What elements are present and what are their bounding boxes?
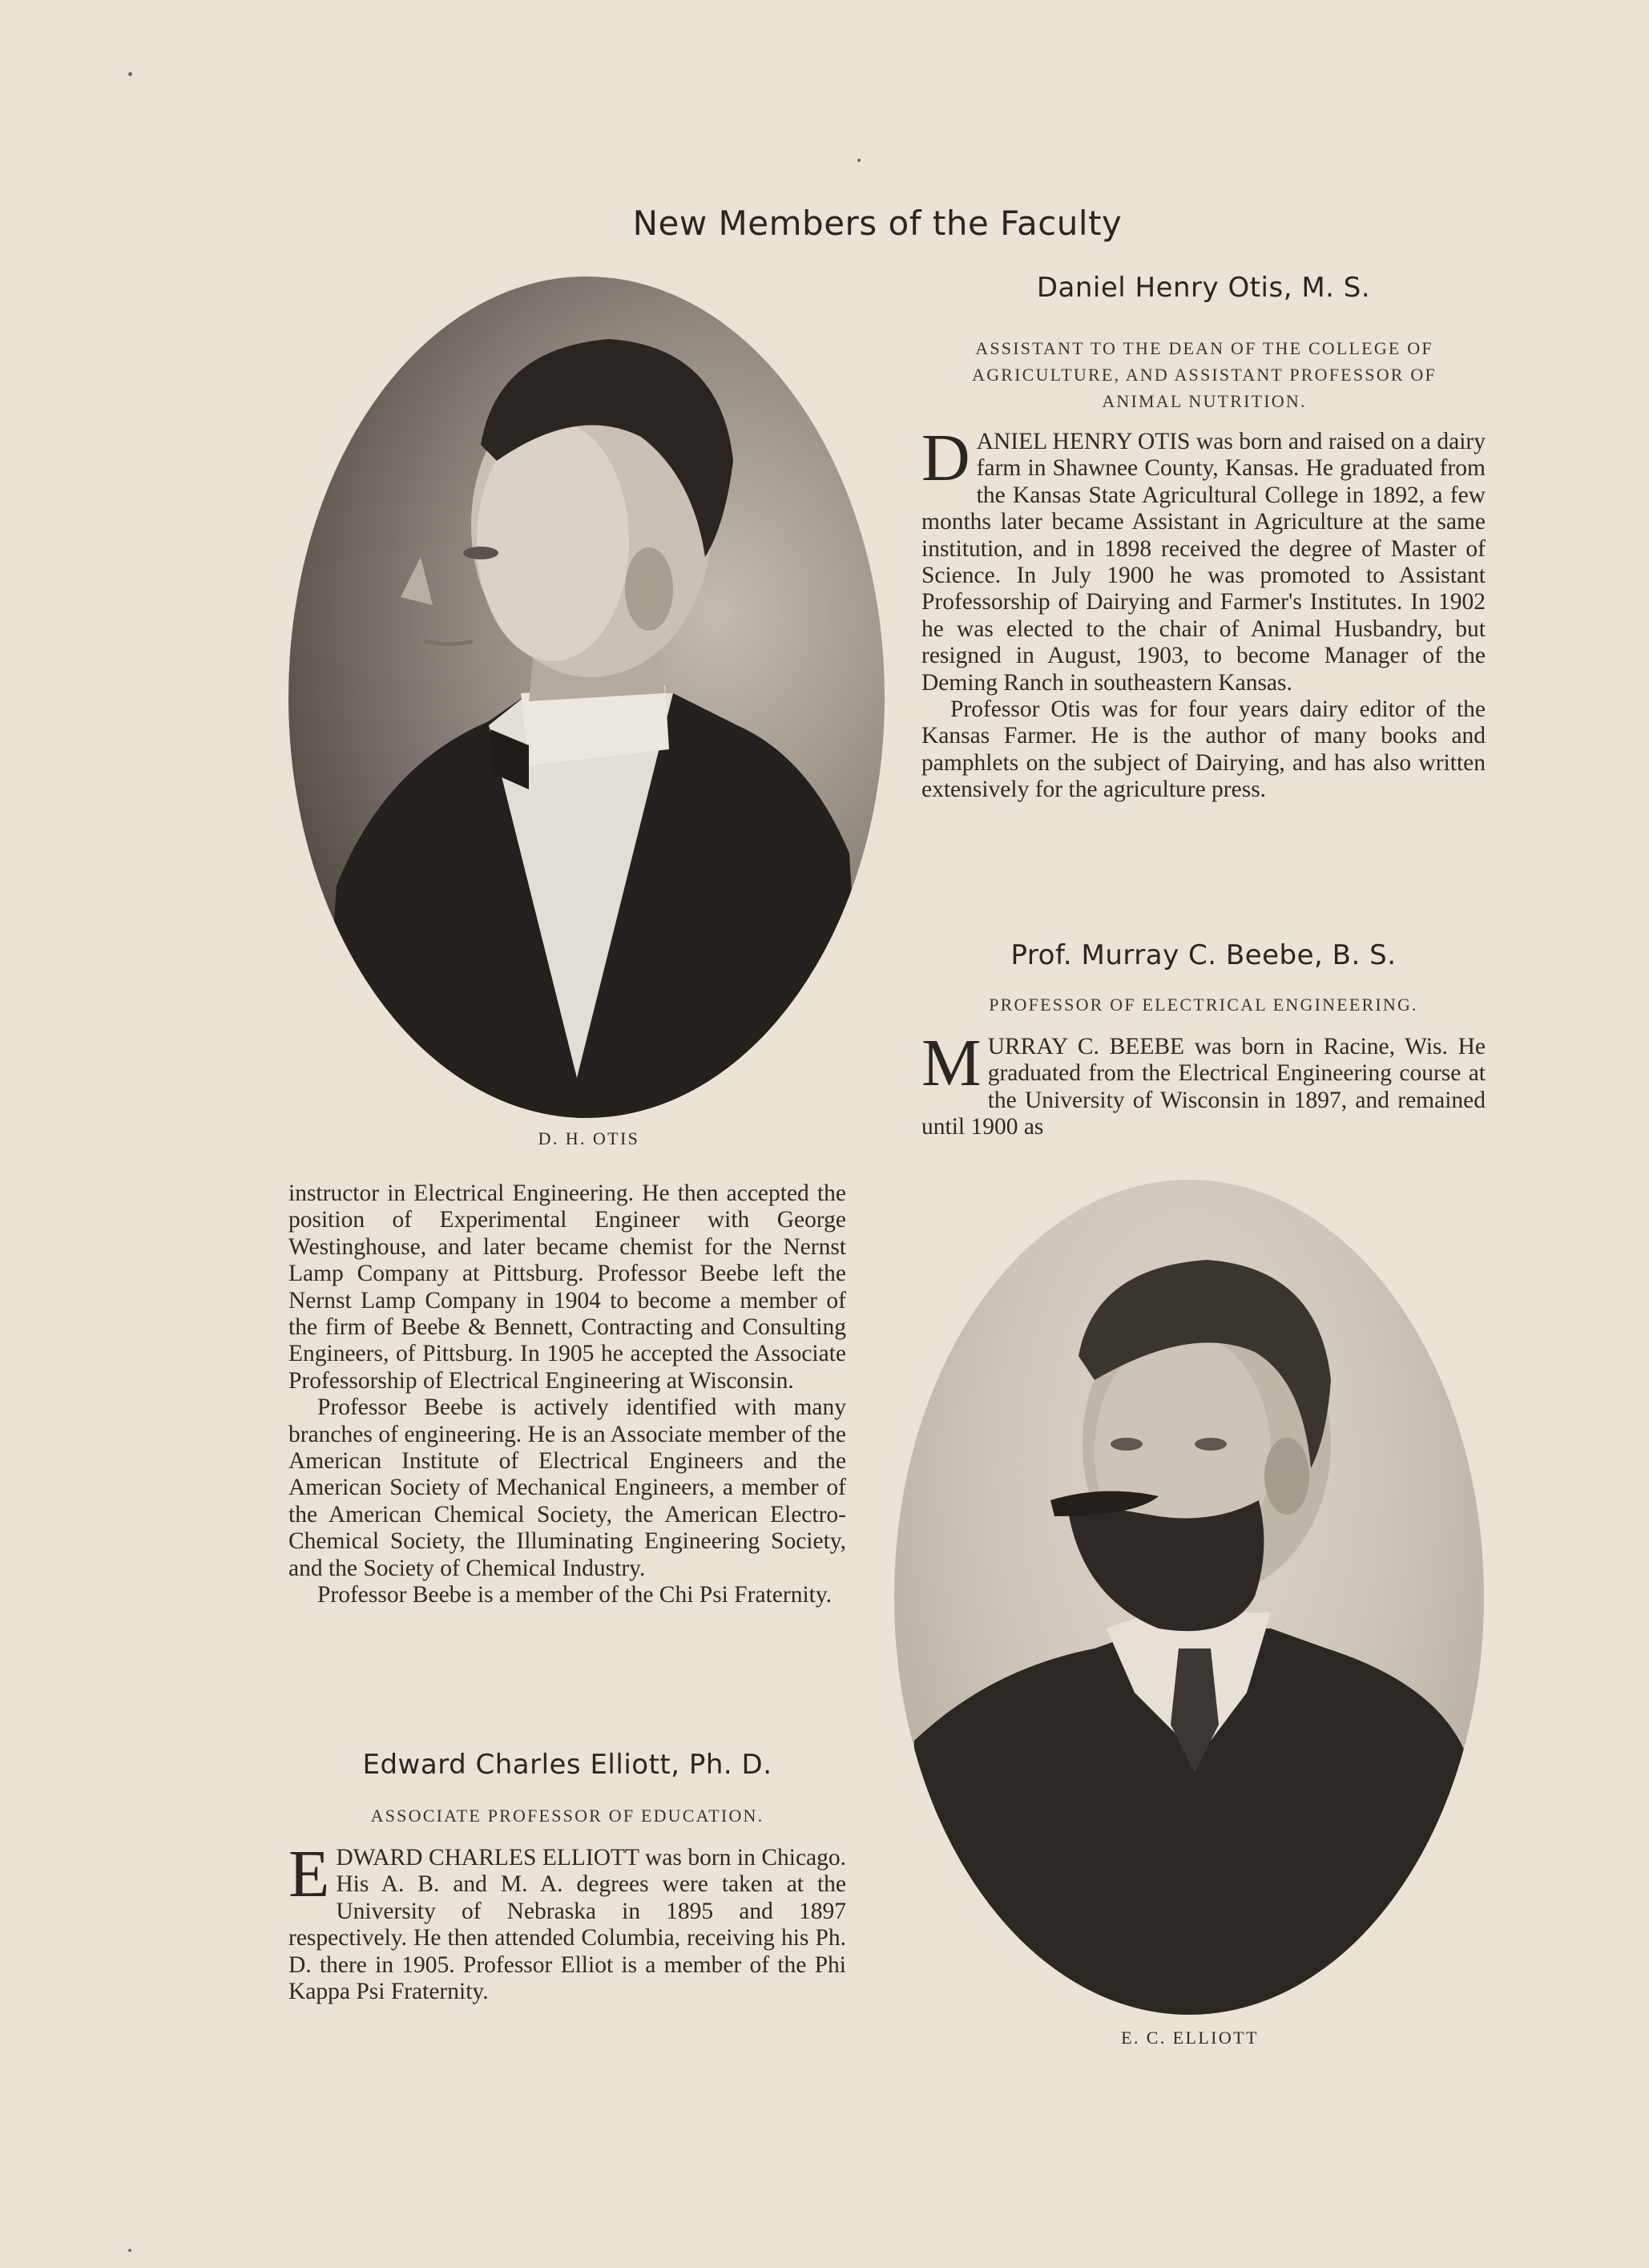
elliott-photo-illustration — [894, 1180, 1484, 2015]
elliott-bio-paragraph-1: DWARD CHARLES ELLIOTT was born in Chicago. His A. B. and M. A. degrees were taken at the University of Nebraska in 1895 and 1897 respectively. He then attended Columbia, receiving his Ph. D. there in 1905. Professor Elliot is a member of the Phi Kappa Psi Fraternity. — [288, 1845, 846, 2005]
otis-photo-illustration — [288, 276, 885, 1118]
otis-bio-paragraph-1: ANIEL HENRY OTIS was born and raised on a dairy farm in Shawnee County, Kansas. He graduated from the Kansas State Agricultural College in 1892, a few months later became Assistant in Agriculture at the same institution, and in 1898 received the degree of Master of Science. In July 1900 he was promoted to Assistant Professorship of Dairying and Farmer's Institutes. In 1902 he was elected to the chair of Animal Husbandry, but resigned in August, 1903, to become Manager of the Deming Ranch in southeastern Kansas. — [921, 429, 1486, 696]
print-speck — [128, 72, 132, 76]
otis-bio-paragraph-2: Professor Otis was for four years dairy editor of the Kansas Farmer. He is the author of many books and pamphlets on the subject of Dairying, and has also written extensively for the agriculture press. — [921, 696, 1486, 803]
beebe-heading: Prof. Murray C. Beebe, B. S. — [1010, 939, 1397, 971]
beebe-bio-paragraph-1-continued: instructor in Electrical Engineering. He then accepted the position of Experimental Engineer with George Westinghouse, and later became chemist for the Nernst Lamp Company at Pittsburg. Professor Beebe left the Nernst Lamp Company in 1904 to become a member of the firm of Beebe & Bennett, Contracting and Consulting Engineers, of Pittsburg. In 1905 he accepted the Associate Professorship of Electrical Engineering at Wisconsin. — [288, 1180, 846, 1394]
otis-heading: Daniel Henry Otis, M. S. — [1036, 272, 1371, 304]
print-speck — [857, 159, 861, 162]
beebe-bio-paragraph-3: Professor Beebe is a member of the Chi Psi Fraternity. — [317, 1582, 833, 1608]
otis-subtitle: ASSISTANT TO THE DEAN OF THE COLLEGE OF AGRICULTURE, AND ASSISTANT PROFESSOR OF ANIMAL NUTRITION. — [972, 338, 1437, 411]
elliott-dropcap: E — [288, 1837, 330, 1911]
beebe-bio-paragraph-1: URRAY C. BEEBE was born in Racine, Wis. He graduated from the Electrical Engineering course at the University of Wisconsin in 1897, and remained until 1900 as — [921, 1034, 1486, 1140]
print-speck — [128, 2249, 131, 2252]
beebe-bio-paragraph-2: Professor Beebe is actively identified with many branches of engineering. He is an Associate member of the American Institute of Electrical Engineers and the American Society of Mechanical Engineers, a member of the American Chemical Society, the American Electro-Chemical Society, the Illuminating Engineering Society, and the Society of Chemical Industry. — [288, 1394, 846, 1581]
otis-dropcap: D — [921, 421, 970, 495]
beebe-dropcap: M — [921, 1026, 982, 1100]
beebe-bio-continued — [288, 1180, 846, 1609]
elliott-bio — [288, 1837, 846, 2005]
otis-bio — [921, 421, 1486, 804]
beebe-subtitle: PROFESSOR OF ELECTRICAL ENGINEERING. — [989, 995, 1418, 1015]
page-title: New Members of the Faculty — [632, 204, 1123, 243]
otis-portrait — [288, 276, 885, 1118]
elliott-portrait — [894, 1180, 1484, 2015]
otis-caption: D. H. OTIS — [538, 1128, 640, 1148]
elliott-caption: E. C. ELLIOTT — [1121, 2028, 1259, 2048]
beebe-bio-intro — [921, 1026, 1486, 1141]
elliott-subtitle: ASSOCIATE PROFESSOR OF EDUCATION. — [370, 1806, 764, 1826]
elliott-heading: Edward Charles Elliott, Ph. D. — [362, 1749, 772, 1781]
